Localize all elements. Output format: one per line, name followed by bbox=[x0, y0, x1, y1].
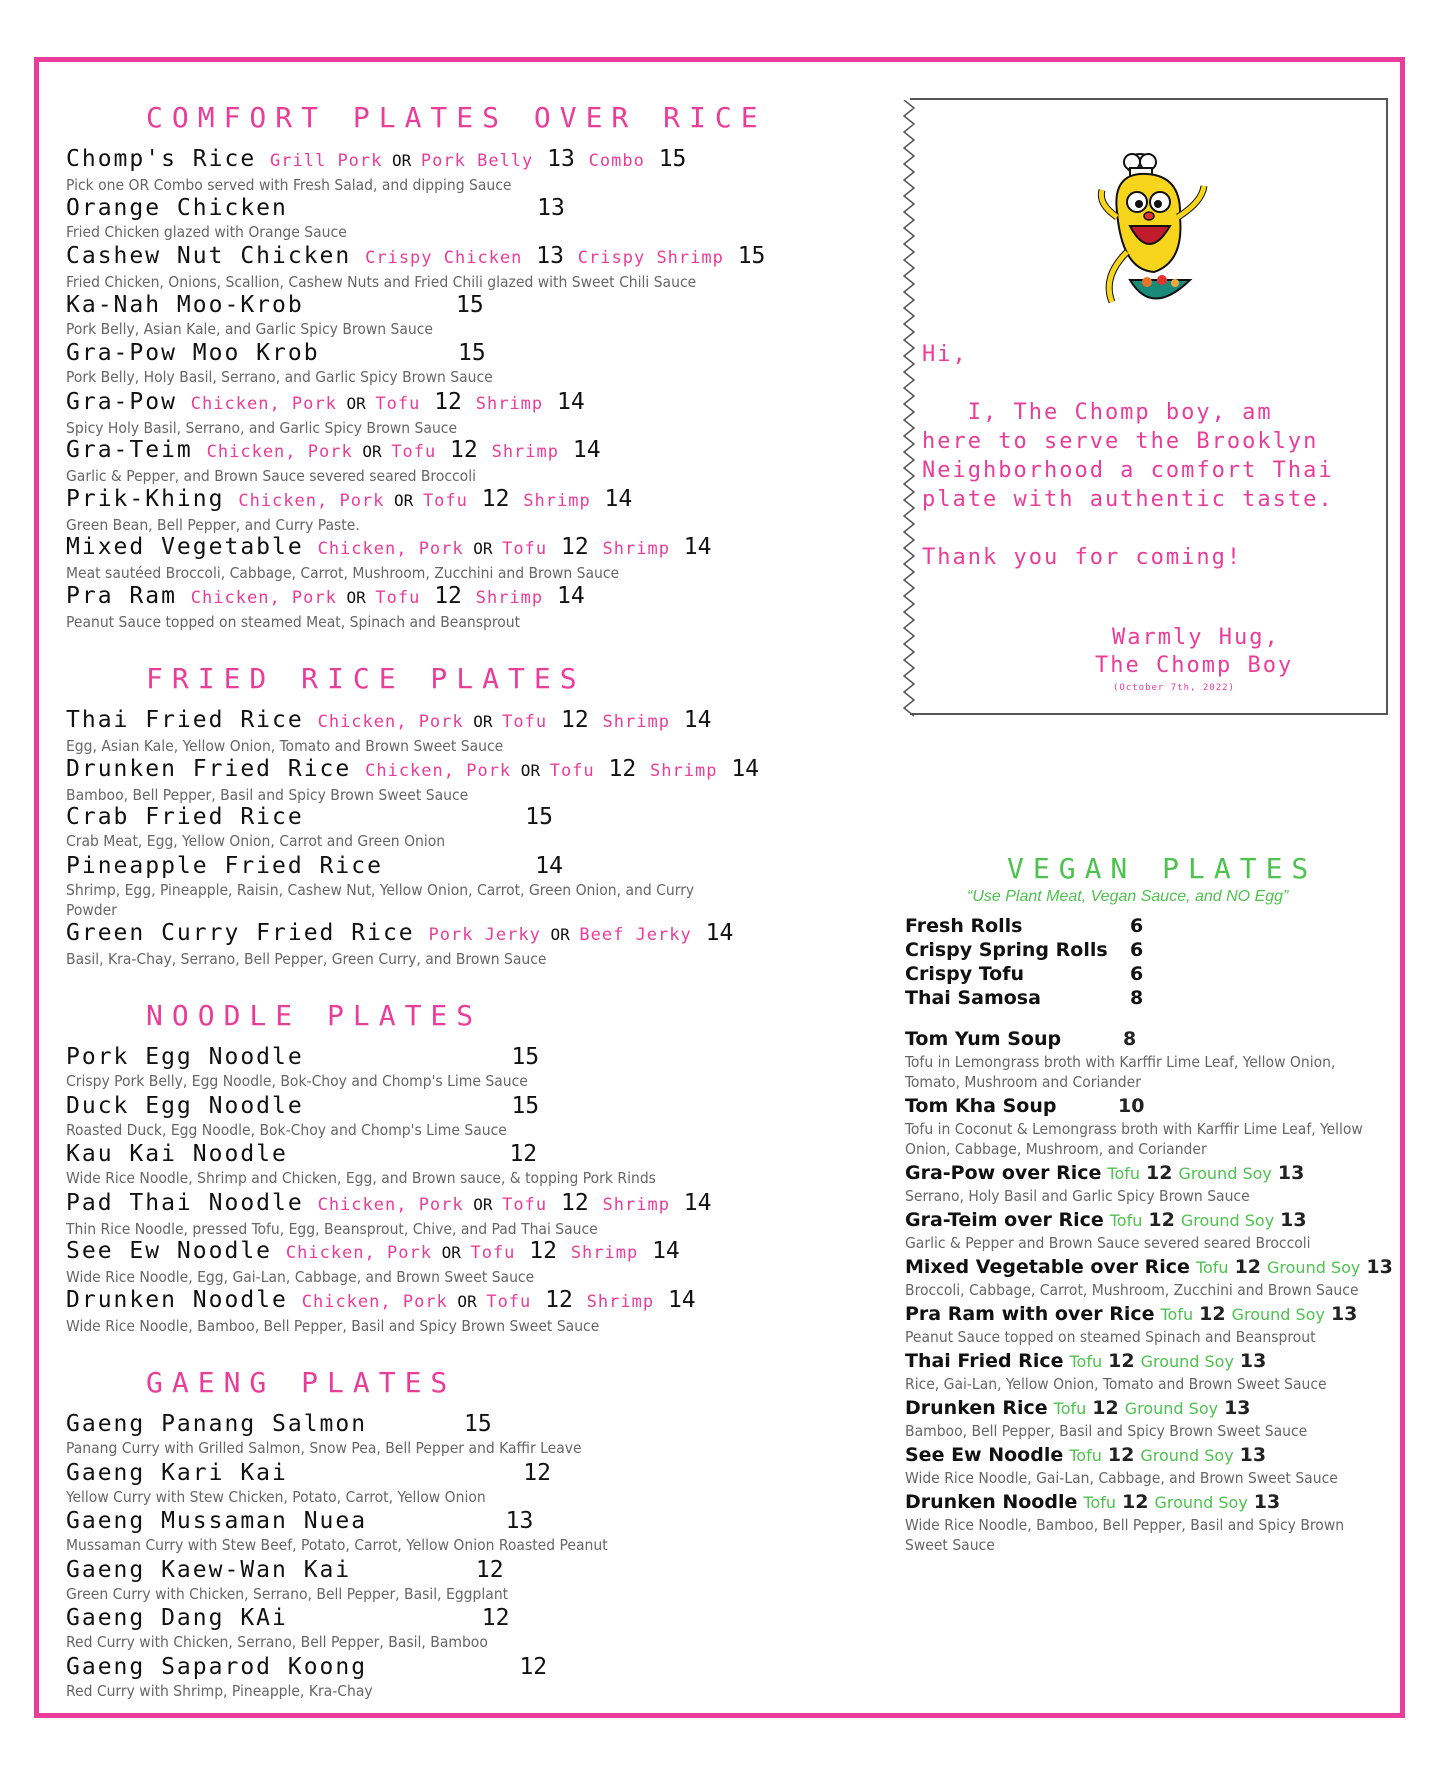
item-option: Tofu bbox=[391, 442, 437, 462]
item-price: 12 bbox=[594, 755, 651, 782]
item-name: Gaeng Kaew-Wan Kai bbox=[66, 1556, 352, 1583]
item-option: Chicken, Pork bbox=[317, 1194, 464, 1215]
item-name: Pineapple Fried Rice bbox=[66, 852, 383, 879]
item-name: Prik-Khing bbox=[66, 485, 225, 512]
item-price: 15 bbox=[317, 804, 553, 830]
menu-item bbox=[66, 534, 886, 583]
option-tofu: Tofu bbox=[1107, 1164, 1141, 1183]
item-price: 12 bbox=[515, 1238, 571, 1264]
menu-item bbox=[66, 1460, 886, 1509]
item-description: Basil, Kra-Chay, Serrano, Bell Pepper, Green Curry, and Brown Sauce bbox=[66, 949, 547, 968]
item-price: 15 bbox=[317, 1092, 540, 1119]
or-label: OR bbox=[336, 393, 376, 413]
appetizer-name: Crispy Spring Rolls bbox=[905, 939, 1108, 961]
appetizer-price: 6 bbox=[1130, 939, 1144, 961]
item-option: Shrimp bbox=[475, 587, 544, 608]
option-ground-soy: Ground Soy bbox=[1231, 1305, 1325, 1324]
appetizer-price: 8 bbox=[1130, 987, 1144, 1009]
item-price: 14 bbox=[396, 852, 563, 879]
vegan-appetizer bbox=[905, 914, 1385, 938]
vegan-item-name: Pra Ram with over Rice bbox=[905, 1303, 1155, 1325]
option-tofu: Tofu bbox=[1083, 1493, 1116, 1512]
price-ground-soy: 13 bbox=[1239, 1350, 1267, 1372]
item-option: Tofu bbox=[486, 1291, 532, 1312]
section-title: COMFORT PLATES OVER RICE bbox=[146, 101, 767, 134]
menu-section bbox=[66, 994, 886, 1335]
vegan-appetizers bbox=[905, 914, 1385, 1010]
item-option: Tofu bbox=[375, 393, 421, 414]
item-price: 12 bbox=[301, 1141, 538, 1167]
item-description: Shrimp, Egg, Pineapple, Raisin, Cashew Nut, Yellow Onion, Carrot, Green Onion, and Curry bbox=[66, 880, 695, 899]
option-ground-soy: Ground Soy bbox=[1180, 1211, 1275, 1230]
vegan-item-name: Tom Yum Soup bbox=[905, 1028, 1062, 1050]
note-card bbox=[910, 98, 1388, 715]
menu-item bbox=[66, 756, 886, 805]
or-label: OR bbox=[447, 1291, 487, 1311]
vegan-item-description: Tofu in Coconut & Lemongrass broth with Karffir Lime Leaf, Yellow Onion, Cabbage, Mushroom, and Coriander bbox=[905, 1120, 1363, 1158]
appetizer-name: Crispy Tofu bbox=[905, 963, 1025, 985]
menu-item bbox=[66, 1508, 886, 1557]
menu-item bbox=[66, 1141, 886, 1190]
item-price: 13 bbox=[380, 1508, 534, 1534]
item-price: 12 bbox=[467, 485, 524, 512]
note-date: (October 7th, 2022) bbox=[1113, 683, 1235, 693]
item-description: Green Curry with Chicken, Serrano, Bell Pepper, Basil, Eggplant bbox=[66, 1584, 509, 1603]
vegan-appetizer bbox=[905, 986, 1385, 1010]
item-option: Chicken, Pork bbox=[285, 1243, 432, 1263]
vegan-item-description: Peanut Sauce topped on steamed Spinach and Beansprout bbox=[905, 1328, 1316, 1346]
vegan-appetizer bbox=[905, 938, 1385, 962]
item-description: Pork Belly, Asian Kale, and Garlic Spicy Brown Sauce bbox=[66, 319, 434, 338]
menu-item bbox=[66, 804, 886, 853]
menu-item bbox=[66, 340, 886, 389]
or-label: OR bbox=[463, 712, 503, 731]
option-ground-soy: Ground Soy bbox=[1124, 1399, 1219, 1418]
item-option: Shrimp bbox=[602, 539, 670, 559]
menu-item bbox=[66, 1605, 886, 1654]
option-ground-soy: Ground Soy bbox=[1178, 1164, 1272, 1183]
item-name: Thai Fried Rice bbox=[66, 707, 304, 733]
vegan-item bbox=[905, 1027, 1385, 1092]
item-option: Tofu bbox=[549, 760, 595, 781]
item-option: Combo bbox=[588, 151, 645, 171]
item-price: 14 bbox=[669, 707, 712, 733]
menu-item bbox=[66, 1411, 886, 1460]
menu-item bbox=[66, 389, 886, 438]
note-closing: Warmly Hug, bbox=[1112, 625, 1280, 650]
vegan-items bbox=[905, 1027, 1393, 1555]
or-label: OR bbox=[384, 490, 423, 510]
vegan-item-description: Garlic & Pepper and Brown Sauce severed seared Broccoli bbox=[905, 1234, 1311, 1252]
item-price: 14 bbox=[638, 1238, 680, 1264]
item-name: Gaeng Mussaman Nuea bbox=[66, 1508, 368, 1534]
item-description: Wide Rice Noodle, Shrimp and Chicken, Egg, and Brown sauce, & topping Pork Rinds bbox=[66, 1169, 656, 1187]
vegan-item-price: 8 bbox=[1123, 1028, 1137, 1050]
item-name: Pork Egg Noodle bbox=[66, 1044, 304, 1070]
or-label: OR bbox=[336, 587, 376, 607]
item-price: 14 bbox=[669, 534, 712, 560]
or-label: OR bbox=[382, 151, 421, 170]
menu-item bbox=[66, 437, 886, 486]
item-name: Kau Kai Noodle bbox=[66, 1141, 288, 1167]
option-tofu: Tofu bbox=[1195, 1258, 1229, 1277]
chomp-boy-mascot-icon bbox=[1092, 142, 1222, 322]
item-option: Crispy Chicken bbox=[365, 248, 523, 268]
item-name: Crab Fried Rice bbox=[66, 804, 304, 830]
item-description: Peanut Sauce topped on steamed Meat, Spinach and Beansprout bbox=[66, 612, 521, 631]
menu-section bbox=[66, 96, 886, 631]
item-name: Gaeng Panang Salmon bbox=[66, 1411, 368, 1437]
price-tofu: 12 bbox=[1107, 1444, 1135, 1466]
item-price: 15 bbox=[317, 1044, 540, 1070]
vegan-item-description: Bamboo, Bell Pepper, Basil and Spicy Brown Sweet Sauce bbox=[905, 1422, 1308, 1440]
vegan-item bbox=[905, 1302, 1385, 1347]
price-tofu: 12 bbox=[1234, 1256, 1262, 1278]
menu-item bbox=[66, 1190, 886, 1239]
item-price: 12 bbox=[420, 582, 476, 609]
item-price: 15 bbox=[333, 340, 486, 366]
item-description: Fried Chicken glazed with Orange Sauce bbox=[66, 222, 347, 241]
item-option: Tofu bbox=[375, 587, 421, 608]
item-name: Drunken Fried Rice bbox=[66, 755, 352, 782]
vegan-item bbox=[905, 1255, 1393, 1300]
menu-item bbox=[66, 243, 886, 292]
vegan-item-price: 10 bbox=[1118, 1095, 1145, 1117]
item-description: Thin Rice Noodle, pressed Tofu, Egg, Beansprout, Chive, and Pad Thai Sauce bbox=[66, 1219, 598, 1238]
appetizer-name: Thai Samosa bbox=[905, 987, 1041, 1009]
vegan-subtitle: “Use Plant Meat, Vegan Sauce, and NO Egg” bbox=[967, 888, 1289, 905]
item-price: 14 bbox=[590, 485, 633, 512]
or-label: OR bbox=[540, 924, 580, 944]
item-description: Bamboo, Bell Pepper, Basil and Spicy Brown Sweet Sauce bbox=[66, 785, 469, 804]
vegan-item bbox=[905, 1443, 1385, 1488]
item-description: Crispy Pork Belly, Egg Noodle, Bok-Choy and Chomp's Lime Sauce bbox=[66, 1072, 528, 1090]
option-ground-soy: Ground Soy bbox=[1267, 1258, 1361, 1277]
vegan-item bbox=[905, 1094, 1385, 1159]
menu-item bbox=[66, 853, 886, 920]
item-description: Mussaman Curry with Stew Beef, Potato, Carrot, Yellow Onion Roasted Peanut bbox=[66, 1536, 608, 1554]
item-name: Mixed Vegetable bbox=[66, 534, 304, 560]
item-price: 14 bbox=[669, 1189, 712, 1216]
vegan-item-description: Rice, Gai-Lan, Yellow Onion, Tomato and Brown Sweet Sauce bbox=[905, 1375, 1327, 1393]
menu-item bbox=[66, 292, 886, 341]
item-price: 15 bbox=[317, 291, 484, 318]
vegan-item-description: Broccoli, Cabbage, Carrot, Mushroom, Zucchini and Brown Sauce bbox=[905, 1281, 1359, 1299]
price-ground-soy: 13 bbox=[1239, 1444, 1267, 1466]
item-name: Green Curry Fried Rice bbox=[66, 919, 415, 946]
item-description: Egg, Asian Kale, Yellow Onion, Tomato and Brown Sweet Sauce bbox=[66, 737, 504, 755]
item-option: Chicken, Pork bbox=[317, 539, 464, 559]
item-option: Shrimp bbox=[523, 490, 591, 511]
item-price: 15 bbox=[644, 146, 687, 172]
item-price: 15 bbox=[723, 243, 766, 269]
item-price: 12 bbox=[301, 1605, 510, 1631]
price-tofu: 12 bbox=[1148, 1209, 1175, 1231]
vegan-appetizer bbox=[905, 962, 1385, 986]
vegan-item-name: See Ew Noodle bbox=[905, 1444, 1064, 1466]
item-option: Chicken, Pork bbox=[238, 490, 385, 511]
price-ground-soy: 13 bbox=[1330, 1303, 1358, 1325]
item-price: 14 bbox=[543, 388, 585, 415]
item-description: Green Bean, Bell Pepper, and Curry Paste. bbox=[66, 515, 360, 534]
section-title: NOODLE PLATES bbox=[146, 999, 483, 1032]
menu-section bbox=[66, 1361, 886, 1702]
item-price: 13 bbox=[301, 194, 565, 221]
item-option: Chicken, Pork bbox=[317, 712, 464, 732]
item-price: 13 bbox=[533, 146, 589, 172]
price-tofu: 12 bbox=[1199, 1303, 1226, 1325]
item-price: 12 bbox=[301, 1459, 551, 1486]
item-option: Shrimp bbox=[602, 712, 670, 732]
item-option: Grill Pork bbox=[270, 151, 383, 171]
vegan-item-description: Serrano, Holy Basil and Garlic Spicy Brown Sauce bbox=[905, 1187, 1250, 1205]
item-description: Yellow Curry with Stew Chicken, Potato, Carrot, Yellow Onion bbox=[66, 1487, 486, 1506]
item-description: Pork Belly, Holy Basil, Serrano, and Garlic Spicy Brown Sauce bbox=[66, 368, 493, 386]
price-ground-soy: 13 bbox=[1280, 1209, 1307, 1231]
item-option: Chicken, Pork bbox=[301, 1291, 448, 1312]
item-option: Shrimp bbox=[650, 760, 718, 781]
item-description: Crab Meat, Egg, Yellow Onion, Carrot and Green Onion bbox=[66, 832, 446, 850]
item-name: Gaeng Dang KAi bbox=[66, 1605, 288, 1631]
appetizer-name: Fresh Rolls bbox=[905, 915, 1023, 937]
item-description: Spicy Holy Basil, Serrano, and Garlic Spicy Brown Sauce bbox=[66, 418, 458, 437]
or-label: OR bbox=[511, 760, 550, 780]
item-option: Shrimp bbox=[586, 1291, 655, 1312]
price-ground-soy: 13 bbox=[1277, 1162, 1305, 1184]
item-price: 12 bbox=[380, 1653, 548, 1680]
note-signature: The Chomp Boy bbox=[1095, 653, 1294, 678]
menu-item bbox=[66, 195, 886, 244]
vegan-plates-section bbox=[905, 850, 1393, 1557]
item-price: 14 bbox=[543, 582, 585, 609]
menu-item bbox=[66, 1093, 886, 1142]
vegan-item-name: Thai Fried Rice bbox=[905, 1350, 1064, 1372]
item-description: Red Curry with Chicken, Serrano, Bell Pepper, Basil, Bamboo bbox=[66, 1633, 488, 1651]
item-name: Orange Chicken bbox=[66, 194, 288, 221]
menu-item bbox=[66, 707, 886, 756]
price-tofu: 12 bbox=[1108, 1350, 1135, 1372]
item-description: Red Curry with Shrimp, Pineapple, Kra-Chay bbox=[66, 1681, 373, 1700]
vegan-item-description: Tofu in Lemongrass broth with Karffir Lime Leaf, Yellow Onion, Tomato, Mushroom and Coriander bbox=[905, 1053, 1336, 1091]
section-title: FRIED RICE PLATES bbox=[146, 662, 586, 695]
vegan-item-name: Drunken Noodle bbox=[905, 1491, 1078, 1513]
menu-item bbox=[66, 486, 886, 535]
item-name: Duck Egg Noodle bbox=[66, 1092, 304, 1119]
item-description: Meat sautéed Broccoli, Cabbage, Carrot, Mushroom, Zucchini and Brown Sauce bbox=[66, 564, 620, 582]
vegan-item-description: Wide Rice Noodle, Bamboo, Bell Pepper, Basil and Spicy Brown Sweet Sauce bbox=[905, 1516, 1345, 1554]
item-name: Gra-Teim bbox=[66, 437, 193, 463]
option-tofu: Tofu bbox=[1069, 1352, 1103, 1371]
item-name: Pad Thai Noodle bbox=[66, 1189, 304, 1216]
item-name: Cashew Nut Chicken bbox=[66, 243, 352, 269]
price-tofu: 12 bbox=[1146, 1162, 1173, 1184]
item-description: Fried Chicken, Onions, Scallion, Cashew Nuts and Fried Chili glazed with Sweet Chili Sauce bbox=[66, 273, 697, 291]
item-option: Shrimp bbox=[602, 1194, 670, 1215]
item-option: Tofu bbox=[470, 1243, 516, 1263]
item-option: Shrimp bbox=[475, 393, 544, 414]
item-description: Wide Rice Noodle, Bamboo, Bell Pepper, Basil and Spicy Brown Sweet Sauce bbox=[66, 1316, 600, 1335]
or-label: OR bbox=[463, 1194, 503, 1214]
menu-left-column bbox=[66, 96, 886, 1702]
item-option: Crispy Shrimp bbox=[577, 248, 724, 268]
vegan-item bbox=[905, 1490, 1385, 1555]
item-option: Chicken, Pork bbox=[190, 393, 337, 414]
item-option: Shrimp bbox=[491, 442, 559, 462]
item-price: 12 bbox=[436, 437, 492, 463]
price-tofu: 12 bbox=[1092, 1397, 1119, 1419]
item-description: Pick one OR Combo served with Fresh Salad, and dipping Sauce bbox=[66, 176, 512, 194]
vegan-item-name: Tom Kha Soup bbox=[905, 1095, 1057, 1117]
menu-item bbox=[66, 146, 886, 195]
item-option: Chicken, Pork bbox=[365, 760, 512, 781]
item-description: Roasted Duck, Egg Noodle, Bok-Choy and Chomp's Lime Sauce bbox=[66, 1120, 507, 1139]
item-description: Panang Curry with Grilled Salmon, Snow Pea, Bell Pepper and Kaffir Leave bbox=[66, 1439, 582, 1457]
item-name: See Ew Noodle bbox=[66, 1238, 273, 1264]
item-name: Gaeng Kari Kai bbox=[66, 1459, 288, 1486]
option-ground-soy: Ground Soy bbox=[1154, 1493, 1248, 1512]
vegan-item-name: Drunken Rice bbox=[905, 1397, 1048, 1419]
menu-item bbox=[66, 1238, 886, 1287]
vegan-item-name: Gra-Pow over Rice bbox=[905, 1162, 1102, 1184]
vegan-item bbox=[905, 1349, 1385, 1394]
vegan-item bbox=[905, 1161, 1385, 1206]
item-name: Drunken Noodle bbox=[66, 1286, 288, 1313]
item-option: Shrimp bbox=[570, 1243, 639, 1263]
item-option: Beef Jerky bbox=[579, 924, 692, 945]
vegan-item bbox=[905, 1208, 1385, 1253]
vegan-item bbox=[905, 1396, 1385, 1441]
menu-item bbox=[66, 1557, 886, 1606]
price-tofu: 12 bbox=[1121, 1491, 1149, 1513]
item-option: Tofu bbox=[502, 539, 548, 559]
item-price: 14 bbox=[559, 437, 601, 463]
item-price: 14 bbox=[691, 919, 734, 946]
item-name: Pra Ram bbox=[66, 582, 177, 609]
item-price: 12 bbox=[547, 1189, 603, 1216]
option-ground-soy: Ground Soy bbox=[1140, 1446, 1234, 1465]
menu-item bbox=[66, 1654, 886, 1703]
menu-item bbox=[66, 920, 886, 969]
menu-item bbox=[66, 583, 886, 632]
appetizer-price: 6 bbox=[1130, 915, 1144, 937]
item-option: Tofu bbox=[502, 712, 548, 732]
vegan-item-name: Mixed Vegetable over Rice bbox=[905, 1256, 1190, 1278]
item-option: Pork Belly bbox=[420, 151, 534, 171]
option-tofu: Tofu bbox=[1053, 1399, 1087, 1418]
price-ground-soy: 13 bbox=[1253, 1491, 1281, 1513]
item-description: Wide Rice Noodle, Egg, Gai-Lan, Cabbage, and Brown Sweet Sauce bbox=[66, 1268, 535, 1286]
menu-item bbox=[66, 1287, 886, 1336]
item-price: 13 bbox=[522, 243, 578, 269]
item-price: 14 bbox=[717, 755, 760, 782]
vegan-item-description: Wide Rice Noodle, Gai-Lan, Cabbage, and Brown Sweet Sauce bbox=[905, 1469, 1338, 1487]
option-tofu: Tofu bbox=[1109, 1211, 1143, 1230]
section-title: GAENG PLATES bbox=[146, 1366, 457, 1399]
appetizer-price: 6 bbox=[1130, 963, 1144, 985]
item-price: 14 bbox=[654, 1286, 696, 1313]
item-price: 12 bbox=[420, 388, 476, 415]
or-label: OR bbox=[463, 539, 503, 558]
item-option: Tofu bbox=[502, 1194, 548, 1215]
menu-section bbox=[66, 657, 886, 968]
vegan-title: VEGAN PLATES bbox=[1007, 852, 1318, 885]
item-description: Garlic & Pepper, and Brown Sauce severed seared Broccoli bbox=[66, 467, 476, 485]
item-name: Chomp's Rice bbox=[66, 146, 257, 172]
item-option: Tofu bbox=[422, 490, 468, 511]
item-name: Gaeng Saparod Koong bbox=[66, 1653, 368, 1680]
option-tofu: Tofu bbox=[1069, 1446, 1102, 1465]
option-ground-soy: Ground Soy bbox=[1140, 1352, 1234, 1371]
item-name: Gra-Pow Moo Krob bbox=[66, 340, 320, 366]
item-name: Gra-Pow bbox=[66, 388, 177, 415]
item-price: 12 bbox=[531, 1286, 587, 1313]
item-option: Chicken, Pork bbox=[190, 587, 337, 608]
or-label: OR bbox=[352, 442, 392, 461]
item-name: Ka-Nah Moo-Krob bbox=[66, 291, 304, 318]
note-message: Hi, I, The Chomp boy, am here to serve the Brooklyn Neighborhood a comfort Thai plate with authentic taste. Thank you for coming! bbox=[922, 342, 1334, 570]
vegan-item-name: Gra-Teim over Rice bbox=[905, 1209, 1104, 1231]
price-ground-soy: 13 bbox=[1224, 1397, 1251, 1419]
zigzag-edge bbox=[902, 100, 918, 717]
or-label: OR bbox=[431, 1243, 471, 1262]
item-price: 12 bbox=[547, 534, 603, 560]
item-price: 12 bbox=[547, 707, 603, 733]
menu-item bbox=[66, 1044, 886, 1093]
item-description-cont: Powder bbox=[66, 900, 117, 919]
item-option: Pork Jerky bbox=[428, 924, 541, 945]
item-option: Chicken, Pork bbox=[206, 442, 353, 462]
item-price: 12 bbox=[365, 1556, 504, 1583]
item-price: 15 bbox=[380, 1411, 492, 1437]
option-tofu: Tofu bbox=[1160, 1305, 1194, 1324]
price-ground-soy: 13 bbox=[1366, 1256, 1393, 1278]
